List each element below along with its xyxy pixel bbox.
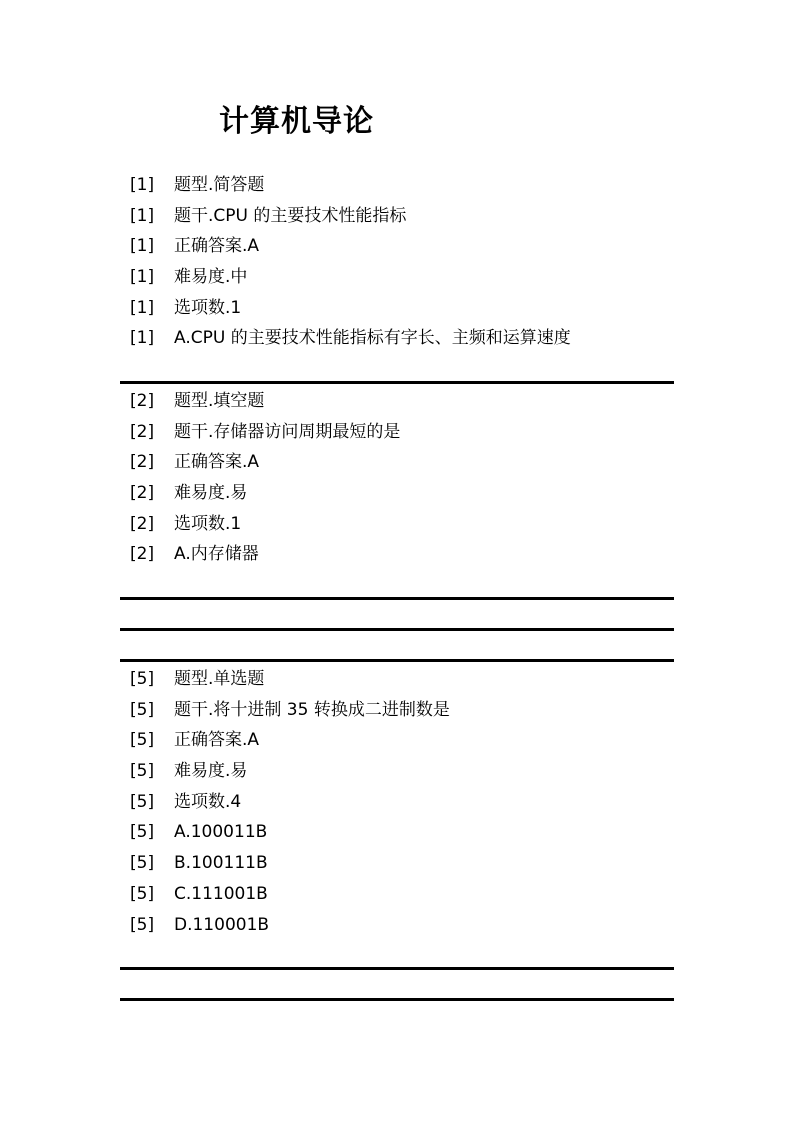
question-field-text: 题干.CPU 的主要技术性能指标 (174, 205, 407, 226)
question-field-text: A.内存储器 (174, 544, 259, 565)
question-field-row (0, 170, 793, 201)
question-field-row (0, 910, 793, 941)
question-field-text: 题型.填空题 (174, 391, 265, 411)
question-field-row (0, 447, 793, 478)
question-block-2 (0, 386, 793, 570)
question-field-row (0, 262, 793, 293)
question-field-row (0, 756, 793, 787)
question-number: [5] (130, 883, 155, 904)
question-number: [1] (130, 175, 155, 195)
divider (120, 967, 674, 970)
divider (120, 659, 674, 662)
question-field-row (0, 323, 793, 354)
divider (120, 597, 674, 600)
question-number: [5] (130, 730, 155, 751)
question-field-row (0, 417, 793, 448)
question-number: [5] (130, 822, 155, 843)
question-field-text: 正确答案.A (174, 730, 260, 751)
question-field-row (0, 848, 793, 879)
question-number: [2] (130, 544, 155, 565)
question-number: [1] (130, 267, 155, 288)
question-field-text: A.CPU 的主要技术性能指标有字长、主频和运算速度 (174, 328, 571, 349)
question-field-text: 难易度.易 (174, 483, 248, 504)
divider (120, 998, 674, 1001)
question-number: [2] (130, 421, 155, 442)
question-field-row (0, 664, 793, 695)
question-field-text: C.111001B (174, 883, 268, 904)
question-field-row (0, 539, 793, 570)
question-field-row (0, 478, 793, 509)
question-field-text: 难易度.中 (174, 267, 248, 288)
question-number: [2] (130, 452, 155, 473)
question-number: [1] (130, 205, 155, 226)
question-field-row (0, 386, 793, 417)
question-block-1 (0, 170, 793, 354)
question-block-5 (0, 664, 793, 940)
question-number: [5] (130, 699, 155, 720)
question-field-row (0, 817, 793, 848)
question-field-text: 正确答案.A (174, 452, 260, 473)
question-field-text: 题型.单选题 (174, 669, 265, 689)
question-field-row (0, 293, 793, 324)
question-field-text: 题干.将十进制 35 转换成二进制数是 (174, 699, 450, 720)
question-field-text: 选项数.4 (174, 791, 242, 812)
question-field-text: 选项数.1 (174, 297, 242, 318)
question-field-text: 题型.简答题 (174, 175, 265, 195)
question-number: [2] (130, 391, 155, 411)
question-number: [5] (130, 669, 155, 689)
document-title: 计算机导论 (219, 104, 374, 139)
question-field-text: D.110001B (174, 914, 270, 935)
question-field-row (0, 201, 793, 232)
question-field-row (0, 725, 793, 756)
question-number: [5] (130, 914, 155, 935)
question-field-row (0, 509, 793, 540)
question-number: [5] (130, 791, 155, 812)
question-number: [2] (130, 513, 155, 534)
divider (120, 381, 674, 384)
question-field-text: 选项数.1 (174, 513, 242, 534)
question-field-text: 题干.存储器访问周期最短的是 (174, 421, 401, 442)
question-number: [2] (130, 483, 155, 504)
divider (120, 628, 674, 631)
question-field-text: B.100111B (174, 853, 268, 874)
question-field-text: A.100011B (174, 822, 268, 843)
question-field-row (0, 231, 793, 262)
question-field-row (0, 695, 793, 726)
question-field-row (0, 787, 793, 818)
question-number: [1] (130, 328, 155, 349)
question-field-text: 难易度.易 (174, 761, 248, 782)
question-number: [5] (130, 853, 155, 874)
question-number: [1] (130, 297, 155, 318)
question-number: [1] (130, 236, 155, 257)
question-field-text: 正确答案.A (174, 236, 260, 257)
question-field-row (0, 879, 793, 910)
question-number: [5] (130, 761, 155, 782)
